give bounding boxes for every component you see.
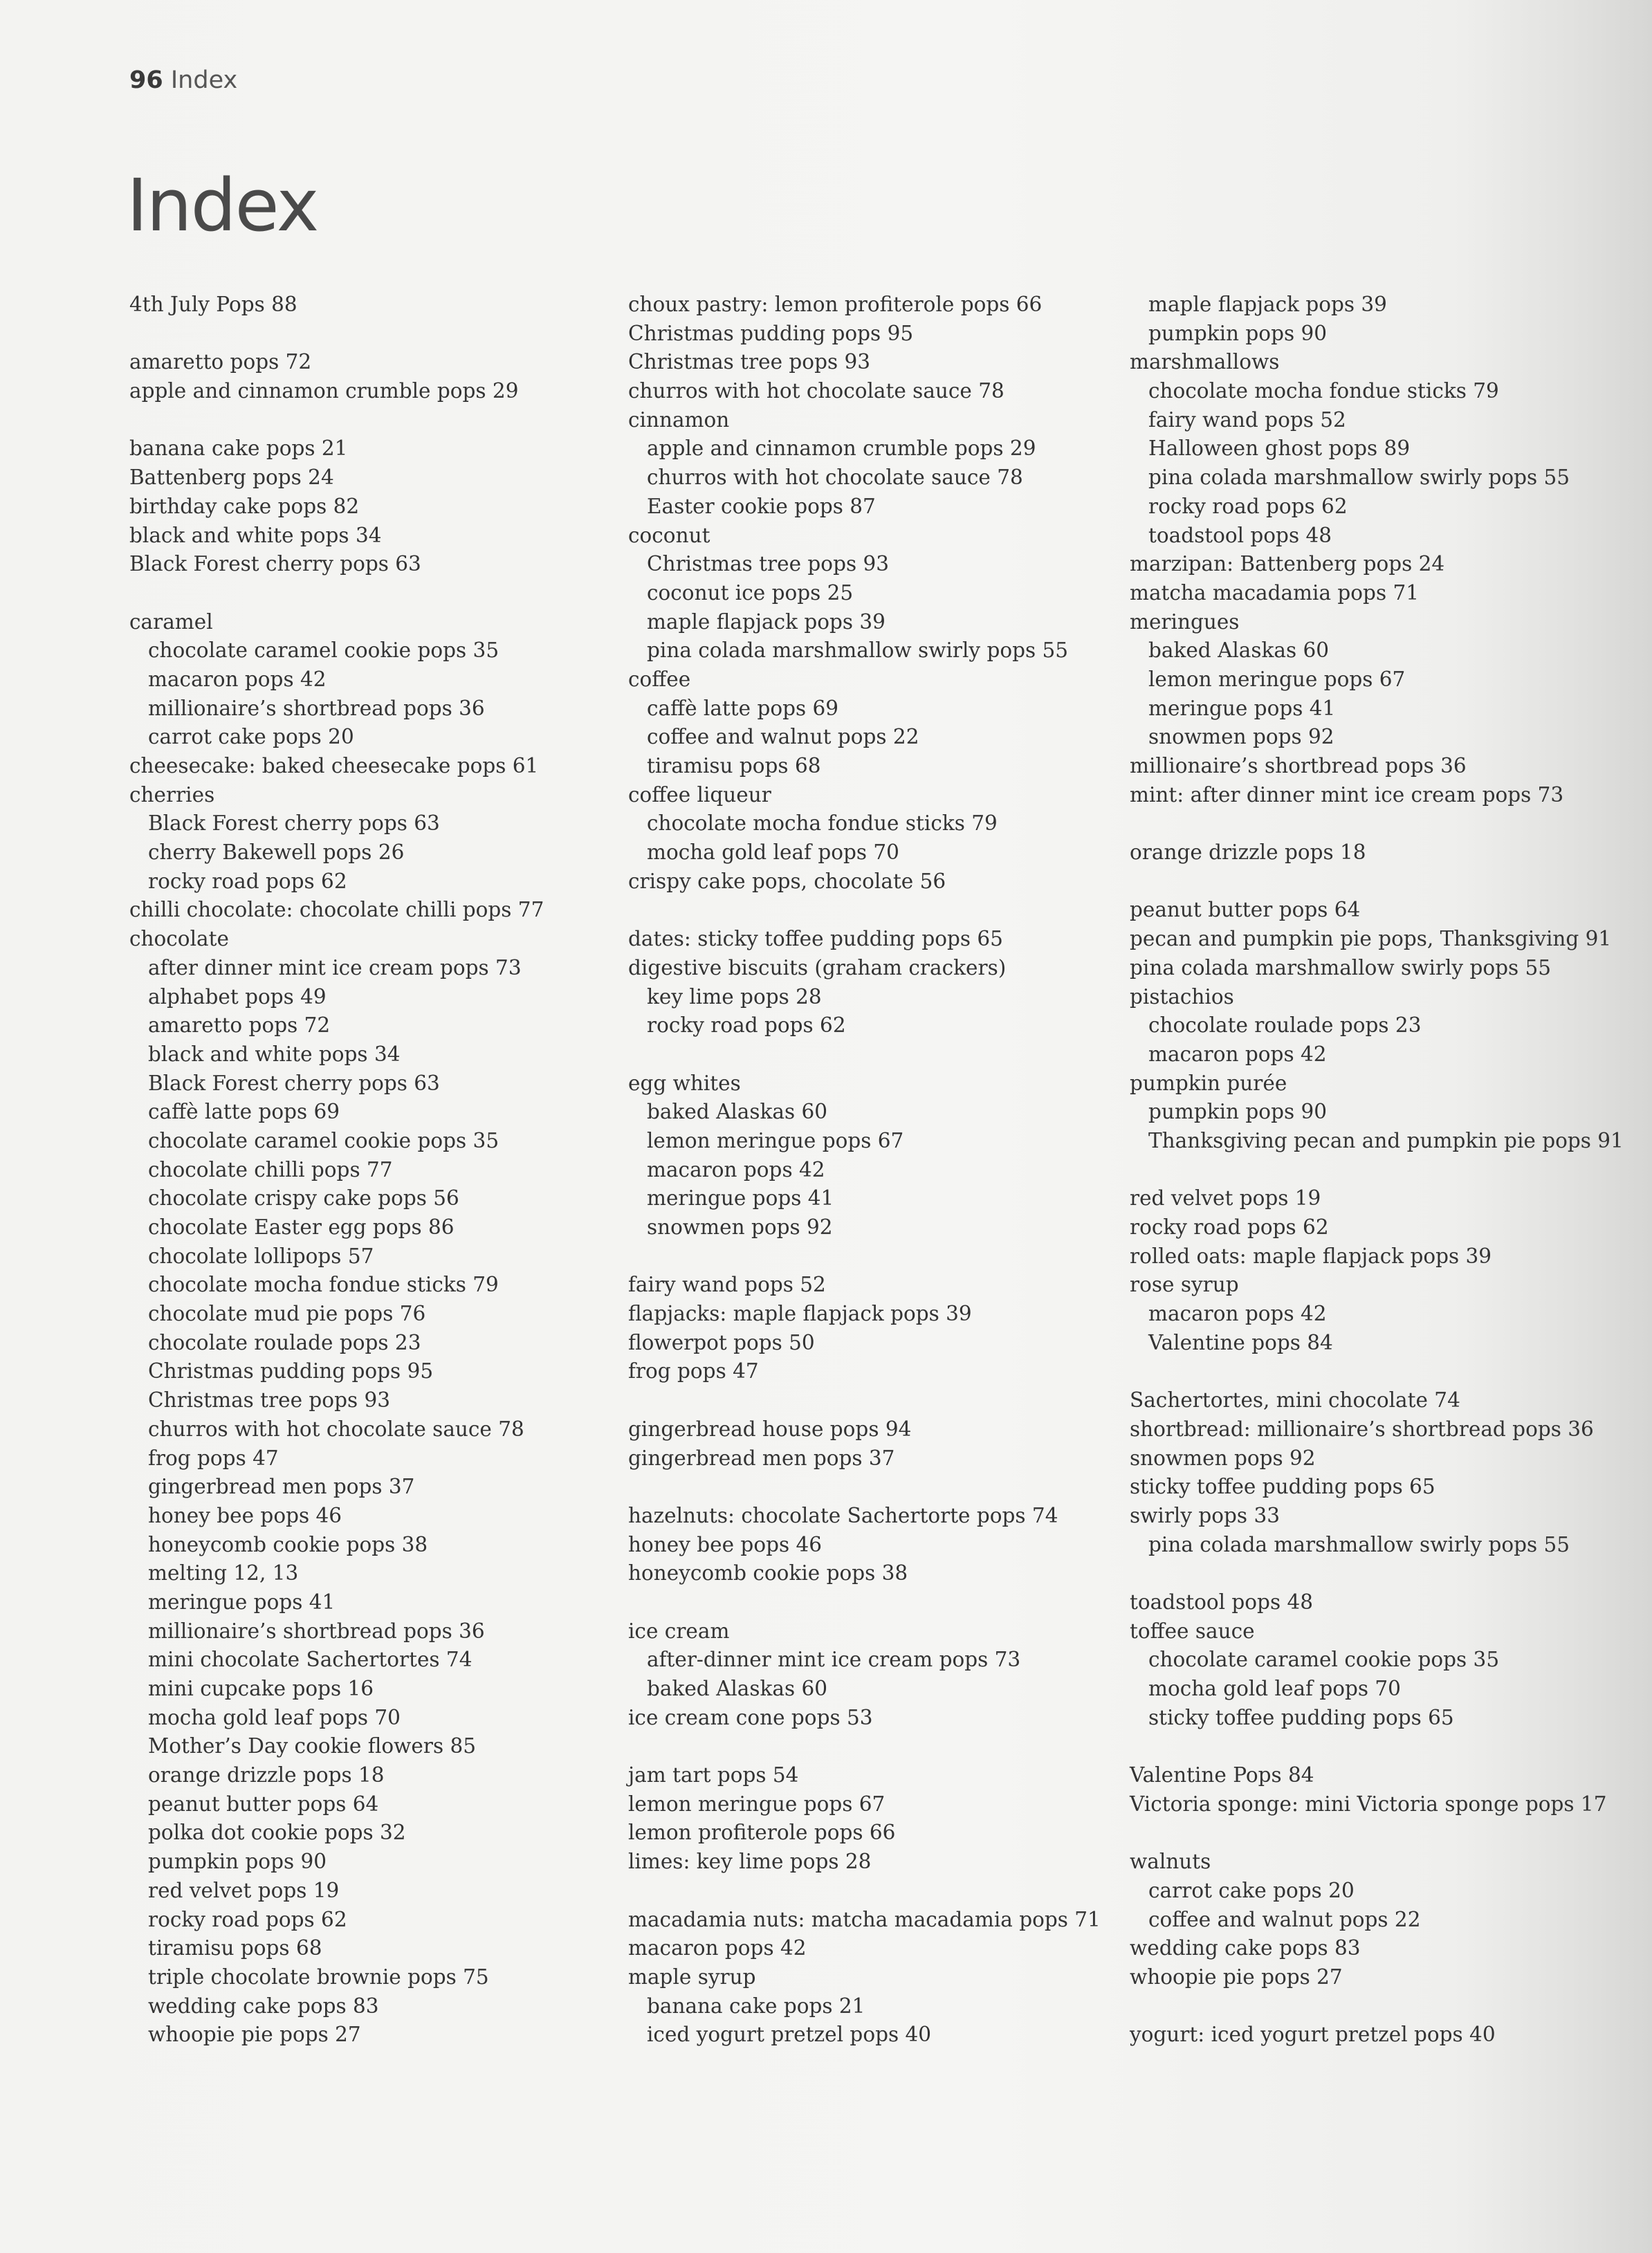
index-subentry: pumpkin pops 90 [1148, 321, 1328, 345]
index-subentry: caffè latte pops 69 [148, 1100, 340, 1124]
index-entry: pecan and pumpkin pie pops, Thanksgiving 91 [1130, 927, 1612, 951]
index-subentry: tiramisu pops 68 [647, 754, 821, 778]
index-subentry: baked Alaskas 60 [647, 1100, 828, 1124]
index-subentry: pina colada marshmallow swirly pops 55 [1148, 466, 1570, 490]
index-subentry: chocolate mocha fondue sticks 79 [647, 811, 998, 836]
index-subentry: coffee and walnut pops 22 [647, 725, 919, 749]
index-subentry: mocha gold leaf pops 70 [148, 1705, 401, 1729]
index-entry: flapjacks: maple flapjack pops 39 [628, 1302, 972, 1326]
index-subentry: millionaire’s shortbread pops 36 [148, 696, 485, 720]
index-subentry: wedding cake pops 83 [148, 1994, 379, 2018]
index-entry: marzipan: Battenberg pops 24 [1130, 552, 1445, 576]
index-spacer [628, 1242, 1126, 1271]
page-title: Index [127, 163, 318, 248]
index-entry: chocolate [129, 927, 229, 951]
index-subentry: carrot cake pops 20 [148, 725, 354, 749]
index-subentry: peanut butter pops 64 [148, 1792, 379, 1816]
index-entry: shortbread: millionaire’s shortbread pops 36 [1130, 1417, 1594, 1441]
index-subentry: rocky road pops 62 [148, 869, 347, 893]
index-subentry: gingerbread men pops 37 [148, 1475, 415, 1499]
index-spacer [1130, 1732, 1642, 1761]
index-entry: banana cake pops 21 [129, 436, 348, 461]
index-entry: pistachios [1130, 984, 1234, 1009]
index-entry: walnuts [1130, 1850, 1211, 1874]
index-entry: pumpkin purée [1130, 1071, 1287, 1095]
index-entry: millionaire’s shortbread pops 36 [1130, 754, 1467, 778]
index-subentry: banana cake pops 21 [647, 1994, 865, 2018]
index-spacer [129, 406, 614, 435]
index-subentry: carrot cake pops 20 [1148, 1878, 1355, 1902]
running-head-section: Index [170, 66, 238, 94]
index-subentry: chocolate caramel cookie pops 35 [148, 1128, 499, 1152]
index-entry: toadstool pops 48 [1130, 1590, 1313, 1614]
index-entry: churros with hot chocolate sauce 78 [628, 379, 1004, 403]
index-subentry: mini chocolate Sachertortes 74 [148, 1648, 472, 1672]
index-entry: matcha macadamia pops 71 [1130, 580, 1419, 605]
index-subentry: chocolate mocha fondue sticks 79 [148, 1273, 499, 1297]
index-subentry: pumpkin pops 90 [1148, 1100, 1328, 1124]
index-entry: frog pops 47 [628, 1359, 759, 1383]
index-subentry: honeycomb cookie pops 38 [148, 1532, 428, 1556]
index-subentry: macaron pops 42 [647, 1157, 825, 1181]
index-subentry: coffee and walnut pops 22 [1148, 1907, 1421, 1931]
index-subentry: Thanksgiving pecan and pumpkin pie pops 91 [1148, 1128, 1624, 1152]
index-subentry: apple and cinnamon crumble pops 29 [647, 436, 1036, 461]
index-subentry: macaron pops 42 [1148, 1042, 1327, 1066]
index-spacer [1130, 1819, 1642, 1848]
index-subentry: Halloween ghost pops 89 [1148, 436, 1411, 461]
index-subentry: snowmen pops 92 [647, 1215, 833, 1239]
index-subentry: chocolate caramel cookie pops 35 [1148, 1648, 1500, 1672]
index-entry: amaretto pops 72 [129, 350, 312, 374]
index-subentry: pina colada marshmallow swirly pops 55 [1148, 1532, 1570, 1556]
index-entry: coffee liqueur [628, 782, 771, 807]
running-head [129, 66, 237, 94]
index-subentry: maple flapjack pops 39 [1148, 293, 1387, 316]
index-subentry: coconut ice pops 25 [647, 580, 854, 605]
index-entry: swirly pops 33 [1130, 1503, 1280, 1527]
index-entry: Black Forest cherry pops 63 [129, 552, 421, 576]
index-entry: honeycomb cookie pops 38 [628, 1561, 908, 1585]
index-spacer [1130, 809, 1642, 838]
index-subentry: iced yogurt pretzel pops 40 [647, 2023, 932, 2047]
index-subentry: frog pops 47 [148, 1446, 279, 1470]
index-entry: yogurt: iced yogurt pretzel pops 40 [1130, 2023, 1496, 2047]
index-subentry: rocky road pops 62 [647, 1013, 846, 1038]
index-subentry: tiramisu pops 68 [148, 1936, 322, 1960]
index-spacer [628, 1588, 1126, 1617]
index-entry: Sachertortes, mini chocolate 74 [1130, 1388, 1460, 1413]
index-entry: hazelnuts: chocolate Sachertorte pops 74 [628, 1503, 1058, 1527]
index-subentry: melting 12, 13 [148, 1561, 299, 1585]
index-entry: gingerbread house pops 94 [628, 1417, 912, 1441]
index-subentry: after dinner mint ice cream pops 73 [148, 955, 522, 980]
index-subentry: mocha gold leaf pops 70 [647, 840, 899, 865]
index-entry: digestive biscuits (graham crackers) [628, 955, 1007, 980]
index-subentry: Mother’s Day cookie flowers 85 [148, 1734, 477, 1758]
index-entry: 4th July Pops 88 [129, 293, 297, 316]
index-subentry: macaron pops 42 [148, 667, 327, 691]
index-entry: orange drizzle pops 18 [1130, 840, 1366, 865]
index-subentry: baked Alaskas 60 [647, 1677, 828, 1700]
index-entry: marshmallows [1130, 350, 1280, 374]
index-spacer [129, 579, 614, 608]
index-subentry: chocolate mocha fondue sticks 79 [1148, 379, 1499, 403]
index-subentry: chocolate roulade pops 23 [148, 1330, 421, 1354]
index-spacer [1130, 1992, 1642, 2021]
index-entry: rocky road pops 62 [1130, 1215, 1329, 1239]
index-entry: jam tart pops 54 [628, 1763, 799, 1787]
index-entry: peanut butter pops 64 [1130, 898, 1361, 922]
index-subentry: honey bee pops 46 [148, 1503, 342, 1527]
index-subentry: pina colada marshmallow swirly pops 55 [647, 638, 1069, 663]
index-entry: cinnamon [628, 407, 730, 432]
index-subentry: triple chocolate brownie pops 75 [148, 1965, 489, 1989]
index-entry: Victoria sponge: mini Victoria sponge pops 17 [1130, 1792, 1607, 1816]
index-subentry: millionaire’s shortbread pops 36 [148, 1619, 485, 1643]
index-entry: caramel [129, 609, 213, 634]
index-subentry: lemon meringue pops 67 [647, 1128, 904, 1152]
index-entry: dates: sticky toffee pudding pops 65 [628, 927, 1003, 951]
index-subentry: meringue pops 41 [148, 1590, 336, 1614]
index-subentry: mini cupcake pops 16 [148, 1677, 374, 1700]
index-spacer [628, 1732, 1126, 1761]
index-entry: cherries [129, 782, 215, 807]
index-entry: rose syrup [1130, 1273, 1239, 1297]
index-subentry: maple flapjack pops 39 [647, 609, 885, 634]
index-subentry: chocolate crispy cake pops 56 [148, 1186, 459, 1211]
index-subentry: meringue pops 41 [647, 1186, 834, 1211]
index-subentry: pumpkin pops 90 [148, 1850, 327, 1874]
index-entry: coffee [628, 667, 691, 691]
index-subentry: chocolate caramel cookie pops 35 [148, 638, 499, 663]
index-subentry: churros with hot chocolate sauce 78 [148, 1417, 524, 1441]
index-subentry: chocolate roulade pops 23 [1148, 1013, 1422, 1038]
index-subentry: Christmas tree pops 93 [647, 552, 890, 576]
index-entry: flowerpot pops 50 [628, 1330, 815, 1354]
index-subentry: caffè latte pops 69 [647, 696, 839, 720]
index-subentry: churros with hot chocolate sauce 78 [647, 466, 1023, 490]
index-entry: wedding cake pops 83 [1130, 1936, 1361, 1960]
index-column-3 [1130, 291, 1642, 2050]
index-subentry: lemon meringue pops 67 [1148, 667, 1406, 691]
index-entry: Battenberg pops 24 [129, 466, 334, 490]
index-subentry: alphabet pops 49 [148, 984, 327, 1009]
index-entry: sticky toffee pudding pops 65 [1130, 1475, 1435, 1499]
page-number: 96 [129, 66, 163, 94]
index-entry: cheesecake: baked cheesecake pops 61 [129, 754, 539, 778]
index-spacer [628, 896, 1126, 925]
index-entry: honey bee pops 46 [628, 1532, 823, 1556]
index-subentry: Christmas pudding pops 95 [148, 1359, 434, 1383]
index-spacer [1130, 867, 1642, 896]
index-entry: whoopie pie pops 27 [1130, 1965, 1343, 1989]
index-entry: black and white pops 34 [129, 523, 382, 547]
index-entry: crispy cake pops, chocolate 56 [628, 869, 946, 893]
index-subentry: Black Forest cherry pops 63 [148, 1071, 440, 1095]
index-entry: toffee sauce [1130, 1619, 1255, 1643]
index-subentry: snowmen pops 92 [1148, 725, 1334, 749]
index-entry: lemon meringue pops 67 [628, 1792, 885, 1816]
index-subentry: chocolate mud pie pops 76 [148, 1302, 426, 1326]
index-spacer [628, 1877, 1126, 1906]
index-entry: Christmas pudding pops 95 [628, 321, 914, 345]
index-subentry: sticky toffee pudding pops 65 [1148, 1705, 1454, 1729]
index-entry: mint: after dinner mint ice cream pops 73 [1130, 782, 1564, 807]
index-spacer [1130, 1156, 1642, 1185]
index-entry: Valentine Pops 84 [1130, 1763, 1314, 1787]
index-entry: meringues [1130, 609, 1240, 634]
index-subentry: after-dinner mint ice cream pops 73 [647, 1648, 1021, 1672]
index-spacer [628, 1473, 1126, 1502]
index-subentry: mocha gold leaf pops 70 [1148, 1677, 1401, 1700]
index-entry: choux pastry: lemon profiterole pops 66 [628, 293, 1043, 316]
index-spacer [628, 1040, 1126, 1069]
index-subentry: baked Alaskas 60 [1148, 638, 1330, 663]
index-entry: fairy wand pops 52 [628, 1273, 826, 1297]
index-spacer [129, 320, 614, 349]
index-entry: macadamia nuts: matcha macadamia pops 71 [628, 1907, 1101, 1931]
index-column-2 [628, 291, 1126, 2050]
index-entry: coconut [628, 523, 710, 547]
index-entry: lemon profiterole pops 66 [628, 1821, 896, 1845]
index-subentry: Christmas tree pops 93 [148, 1388, 391, 1413]
index-entry: chilli chocolate: chocolate chilli pops 77 [129, 898, 544, 922]
index-entry: limes: key lime pops 28 [628, 1850, 872, 1874]
index-subentry: toadstool pops 48 [1148, 523, 1332, 547]
index-subentry: whoopie pie pops 27 [148, 2023, 361, 2047]
index-subentry: meringue pops 41 [1148, 696, 1336, 720]
index-subentry: black and white pops 34 [148, 1042, 401, 1066]
index-entry: ice cream cone pops 53 [628, 1705, 873, 1729]
index-entry: snowmen pops 92 [1130, 1446, 1316, 1470]
index-subentry: fairy wand pops 52 [1148, 407, 1346, 432]
index-entry: apple and cinnamon crumble pops 29 [129, 379, 519, 403]
index-subentry: rocky road pops 62 [1148, 494, 1348, 518]
index-subentry: amaretto pops 72 [148, 1013, 331, 1038]
index-entry: red velvet pops 19 [1130, 1186, 1321, 1211]
index-subentry: chocolate Easter egg pops 86 [148, 1215, 455, 1239]
index-subentry: polka dot cookie pops 32 [148, 1821, 406, 1845]
index-spacer [628, 1386, 1126, 1415]
index-subentry: chocolate lollipops 57 [148, 1244, 374, 1268]
index-entry: rolled oats: maple flapjack pops 39 [1130, 1244, 1492, 1268]
index-subentry: Valentine pops 84 [1148, 1330, 1333, 1354]
index-entry: ice cream [628, 1619, 730, 1643]
index-subentry: rocky road pops 62 [148, 1907, 347, 1931]
index-entry: macaron pops 42 [628, 1936, 807, 1960]
index-spacer [1130, 1559, 1642, 1588]
index-entry: Christmas tree pops 93 [628, 350, 871, 374]
index-subentry: red velvet pops 19 [148, 1878, 340, 1902]
index-subentry: chocolate chilli pops 77 [148, 1157, 393, 1181]
index-entry: gingerbread men pops 37 [628, 1446, 895, 1470]
index-column-1 [129, 291, 614, 2050]
index-subentry: Black Forest cherry pops 63 [148, 811, 440, 836]
index-subentry: key lime pops 28 [647, 984, 822, 1009]
index-subentry: orange drizzle pops 18 [148, 1763, 385, 1787]
index-subentry: macaron pops 42 [1148, 1302, 1327, 1326]
index-subentry: cherry Bakewell pops 26 [148, 840, 405, 865]
index-spacer [1130, 1357, 1642, 1386]
index-entry: maple syrup [628, 1965, 756, 1989]
index-entry: pina colada marshmallow swirly pops 55 [1130, 955, 1552, 980]
index-entry: egg whites [628, 1071, 741, 1095]
index-entry: birthday cake pops 82 [129, 494, 360, 518]
index-subentry: Easter cookie pops 87 [647, 494, 876, 518]
